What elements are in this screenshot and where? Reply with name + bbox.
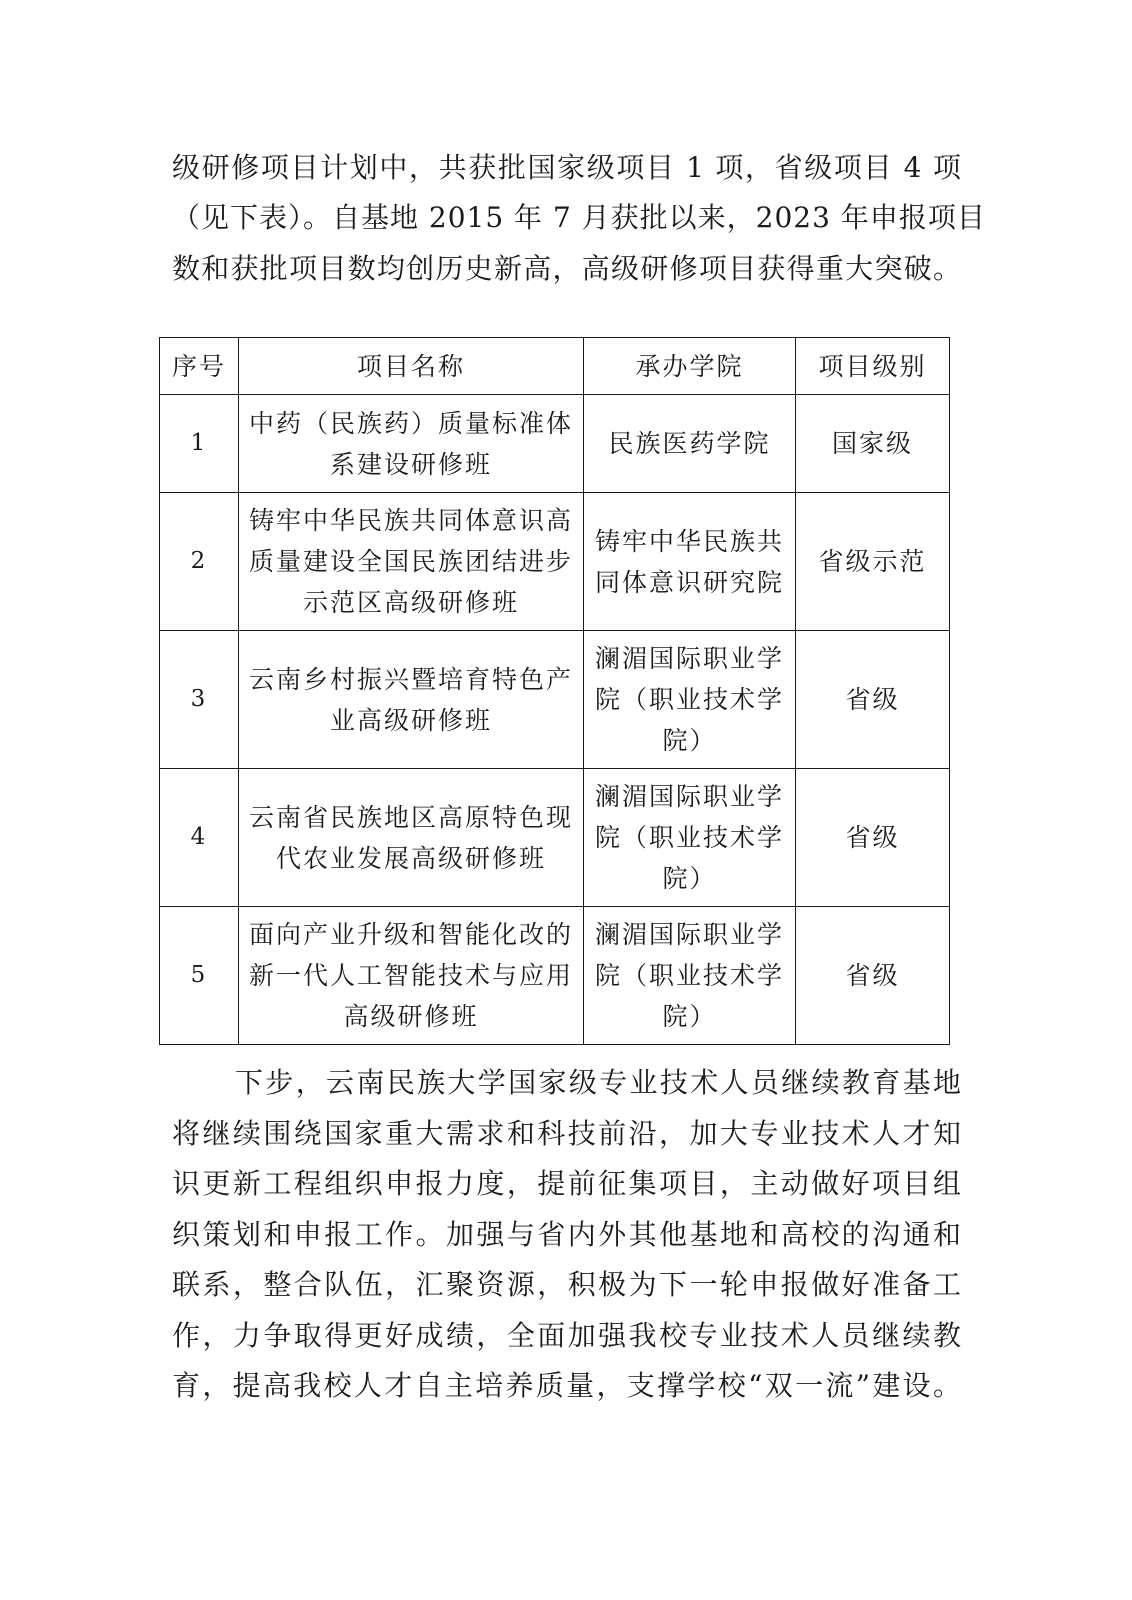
row-college-line: 院）: [662, 1002, 717, 1031]
row-project-name-line: 中药（民族药）质量标准体: [248, 408, 573, 438]
row-level: 省级示范: [796, 493, 950, 631]
closing-line: 将继续围绕国家重大需求和科技前沿，加大专业技术人才知: [172, 1117, 962, 1150]
row-project-name-line: 云南乡村振兴暨培育特色产: [248, 664, 573, 694]
table-row: [160, 631, 950, 769]
row-project-name: [239, 631, 584, 769]
row-project-name-line: 面向产业升级和智能化改的: [248, 920, 573, 949]
intro-line: 数和获批项目数均创历史新高，高级研修项目获得重大突破。: [172, 252, 962, 285]
row-college: [584, 631, 796, 769]
closing-line: 下步，云南民族大学国家级专业技术人员继续教育基地: [235, 1066, 962, 1099]
row-project-name-line: 代农业发展高级研修班: [275, 843, 546, 873]
row-project-name-line: 示范区高级研修班: [302, 588, 519, 617]
row-level: 省级: [796, 769, 950, 907]
row-project-name: [239, 493, 584, 631]
row-index: 1: [160, 395, 239, 493]
row-project-name-line: 云南省民族地区高原特色现: [248, 802, 573, 832]
projects-table: [159, 337, 950, 1045]
closing-line: 联系，整合队伍，汇聚资源，积极为下一轮申报做好准备工: [172, 1268, 962, 1301]
row-college-line: 民族医药学院: [608, 429, 771, 458]
row-college-line: 澜湄国际职业学: [594, 782, 784, 811]
row-college: [584, 395, 796, 493]
row-college-line: 院（职业技术学: [594, 961, 784, 990]
row-project-name-line: 业高级研修班: [329, 705, 492, 735]
intro-line: 级研修项目计划中，共获批国家级项目 1 项，省级项目 4 项: [172, 151, 962, 184]
row-college: [584, 769, 796, 907]
row-project-name-line: 质量建设全国民族团结进步: [248, 547, 573, 576]
closing-line: 作，力争取得更好成绩，全面加强我校专业技术人员继续教: [172, 1319, 962, 1352]
row-project-name: [239, 907, 584, 1045]
header-college: 承办学院: [584, 338, 796, 395]
table-row: [160, 769, 950, 907]
closing-line: 识更新工程组织申报力度，提前征集项目，主动做好项目组: [172, 1167, 962, 1200]
row-project-name-line: 系建设研修班: [329, 449, 492, 479]
row-index: 2: [160, 493, 239, 631]
row-project-name-line: 高级研修班: [343, 1002, 479, 1031]
intro-line: （见下表）。自基地 2015 年 7 月获批以来，2023 年申报项目: [172, 201, 986, 234]
row-project-name-line: 新一代人工智能技术与应用: [248, 961, 573, 990]
row-college-line: 铸牢中华民族共: [594, 526, 784, 556]
row-index: 3: [160, 631, 239, 769]
row-level: 国家级: [796, 395, 950, 493]
table-row: [160, 907, 950, 1045]
row-college-line: 院）: [662, 726, 717, 755]
table-row: [160, 493, 950, 631]
row-college-line: 澜湄国际职业学: [594, 920, 784, 949]
header-project-name: 项目名称: [239, 338, 584, 395]
row-project-name: [239, 769, 584, 907]
table-row: [160, 395, 950, 493]
row-project-name-line: 铸牢中华民族共同体意识高: [248, 506, 573, 535]
row-college: [584, 493, 796, 631]
row-index: 4: [160, 769, 239, 907]
header-index: 序号: [160, 338, 239, 395]
header-level: 项目级别: [796, 338, 950, 395]
row-college-line: 院）: [662, 864, 717, 893]
row-college-line: 院（职业技术学: [594, 685, 784, 714]
row-project-name: [239, 395, 584, 493]
table-header-row: [160, 338, 950, 395]
closing-line: 育，提高我校人才自主培养质量，支撑学校“双一流”建设。: [172, 1369, 962, 1402]
row-college-line: 同体意识研究院: [594, 567, 784, 597]
row-level: 省级: [796, 907, 950, 1045]
closing-line: 织策划和申报工作。加强与省内外其他基地和高校的沟通和: [172, 1218, 962, 1251]
row-college: [584, 907, 796, 1045]
row-level: 省级: [796, 631, 950, 769]
row-college-line: 院（职业技术学: [594, 823, 784, 852]
row-index: 5: [160, 907, 239, 1045]
row-college-line: 澜湄国际职业学: [594, 644, 784, 673]
